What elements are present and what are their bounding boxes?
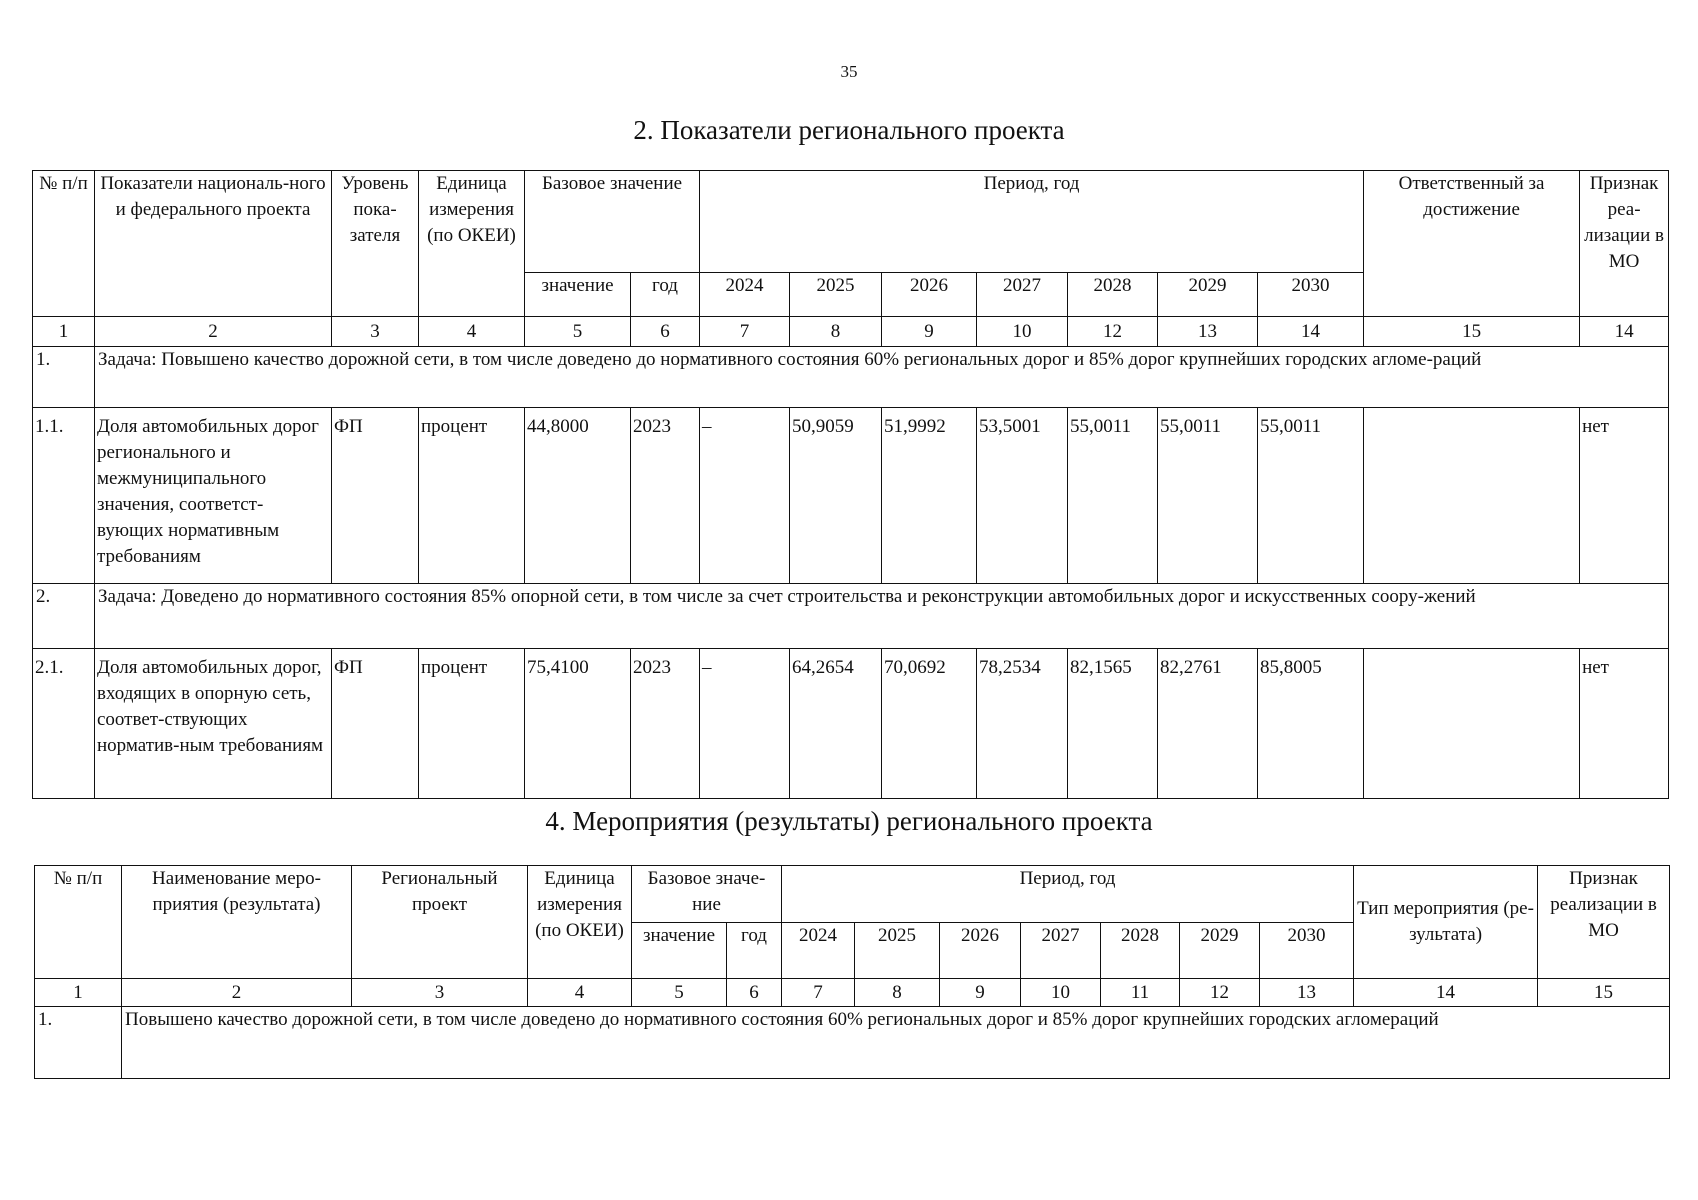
column-number: 13: [1158, 317, 1258, 347]
year-value: 55,0011: [1068, 408, 1158, 584]
regional-measures-table: [34, 865, 1670, 1079]
column-number: 5: [525, 317, 631, 347]
header-row: [33, 171, 1669, 273]
header-row: [35, 866, 1670, 923]
indicator-row: [33, 649, 1669, 799]
year-value: 50,9059: [790, 408, 882, 584]
header-type: Тип мероприятия (ре-зультата): [1354, 866, 1538, 979]
year-value: 55,0011: [1258, 408, 1364, 584]
responsible: [1364, 408, 1580, 584]
section-4-title: 4. Мероприятия (результаты) регионального проекта: [545, 806, 1153, 836]
column-number: 14: [1354, 979, 1538, 1007]
task-num: 1.: [33, 347, 95, 408]
header-unit: Единица измерения (по ОКЕИ): [528, 866, 632, 979]
column-number: 14: [1580, 317, 1669, 347]
column-number: 5: [632, 979, 727, 1007]
indicator-row: [33, 408, 1669, 584]
responsible: [1364, 649, 1580, 799]
header-project: Региональный проект: [352, 866, 528, 979]
column-number: 12: [1068, 317, 1158, 347]
header-unit: Единица измерения (по ОКЕИ): [419, 171, 525, 317]
column-number: 4: [528, 979, 632, 1007]
year-value: 82,1565: [1068, 649, 1158, 799]
column-number: 14: [1258, 317, 1364, 347]
year-value: 70,0692: [882, 649, 977, 799]
base-year: 2023: [631, 649, 700, 799]
column-number: 2: [95, 317, 332, 347]
header-year: 2025: [855, 923, 940, 979]
header-base-year: год: [631, 273, 700, 317]
header-year: 2029: [1158, 273, 1258, 317]
header-year: 2028: [1101, 923, 1180, 979]
year-value: 53,5001: [977, 408, 1068, 584]
base-year: 2023: [631, 408, 700, 584]
header-sign: Признак реа-лизации в МО: [1580, 171, 1669, 317]
header-base-value: значение: [632, 923, 727, 979]
column-number: 9: [882, 317, 977, 347]
header-base: Базовое значение: [525, 171, 700, 273]
header-sign: Признак реализации в МО: [1538, 866, 1670, 979]
year-value: 55,0011: [1158, 408, 1258, 584]
indicator-unit: процент: [419, 408, 525, 584]
header-year: 2025: [790, 273, 882, 317]
header-base: Базовое значе-ние: [632, 866, 782, 923]
column-number: 11: [1101, 979, 1180, 1007]
task-row: [33, 347, 1669, 408]
header-responsible: Ответственный за достижение: [1364, 171, 1580, 317]
header-year: 2026: [940, 923, 1021, 979]
column-number: 10: [977, 317, 1068, 347]
column-number: 6: [727, 979, 782, 1007]
header-year: 2030: [1260, 923, 1354, 979]
header-base-value: значение: [525, 273, 631, 317]
column-number: 2: [122, 979, 352, 1007]
measure-num: 1.: [35, 1007, 122, 1079]
header-indicator: Показатели националь-ного и федерального проекта: [95, 171, 332, 317]
regional-indicators-table: [32, 170, 1669, 799]
column-number: 8: [855, 979, 940, 1007]
indicator-level: ФП: [332, 408, 419, 584]
header-year: 2024: [700, 273, 790, 317]
column-number: 3: [332, 317, 419, 347]
year-value: 85,8005: [1258, 649, 1364, 799]
task-text: Задача: Доведено до нормативного состояния 85% опорной сети, в том числе за счет строительства и реконструкции автомобильных дорог и искусственных соору-жений: [95, 584, 1669, 649]
year-value: 51,9992: [882, 408, 977, 584]
column-number: 3: [352, 979, 528, 1007]
base-value: 44,8000: [525, 408, 631, 584]
header-base-year: год: [727, 923, 782, 979]
column-number: 7: [782, 979, 855, 1007]
indicator-name: Доля автомобильных дорог регионального и межмуниципального значения, соответст-вующих нормативным требованиям: [95, 408, 332, 584]
measure-row: [35, 1007, 1670, 1079]
header-period: Период, год: [700, 171, 1364, 273]
row-num: 1.1.: [33, 408, 95, 584]
header-name: Наименование меро-приятия (результата): [122, 866, 352, 979]
column-number: 7: [700, 317, 790, 347]
header-year: 2027: [977, 273, 1068, 317]
column-number: 8: [790, 317, 882, 347]
column-number: 12: [1180, 979, 1260, 1007]
year-value: –: [700, 649, 790, 799]
section-2-title: 2. Показатели регионального проекта: [633, 115, 1065, 145]
year-value: 64,2654: [790, 649, 882, 799]
year-value: –: [700, 408, 790, 584]
indicator-unit: процент: [419, 649, 525, 799]
year-value: 82,2761: [1158, 649, 1258, 799]
task-row: [33, 584, 1669, 649]
column-numbers-row: [33, 317, 1669, 347]
base-value: 75,4100: [525, 649, 631, 799]
indicator-level: ФП: [332, 649, 419, 799]
column-number: 10: [1021, 979, 1101, 1007]
page-number: 35: [840, 62, 858, 81]
column-number: 15: [1538, 979, 1670, 1007]
header-level: Уровень пока-зателя: [332, 171, 419, 317]
header-year: 2026: [882, 273, 977, 317]
measure-text: Повышено качество дорожной сети, в том числе доведено до нормативного состояния 60% региональных дорог и 85% дорог крупнейших городских агломераций: [122, 1007, 1670, 1079]
header-year: 2028: [1068, 273, 1158, 317]
year-value: 78,2534: [977, 649, 1068, 799]
column-number: 6: [631, 317, 700, 347]
header-year: 2030: [1258, 273, 1364, 317]
implementation-sign: нет: [1580, 408, 1669, 584]
implementation-sign: нет: [1580, 649, 1669, 799]
header-year: 2024: [782, 923, 855, 979]
header-period: Период, год: [782, 866, 1354, 923]
column-number: 1: [33, 317, 95, 347]
column-number: 13: [1260, 979, 1354, 1007]
task-num: 2.: [33, 584, 95, 649]
header-num: № п/п: [35, 866, 122, 979]
row-num: 2.1.: [33, 649, 95, 799]
header-year: 2027: [1021, 923, 1101, 979]
column-numbers-row: [35, 979, 1670, 1007]
indicator-name: Доля автомобильных дорог, входящих в опорную сеть, соответ-ствующих норматив-ным требованиям: [95, 649, 332, 799]
column-number: 9: [940, 979, 1021, 1007]
header-num: № п/п: [33, 171, 95, 317]
column-number: 4: [419, 317, 525, 347]
column-number: 1: [35, 979, 122, 1007]
column-number: 15: [1364, 317, 1580, 347]
header-year: 2029: [1180, 923, 1260, 979]
task-text: Задача: Повышено качество дорожной сети, в том числе доведено до нормативного состояния 60% региональных дорог и 85% дорог крупнейших городских агломе-раций: [95, 347, 1669, 408]
